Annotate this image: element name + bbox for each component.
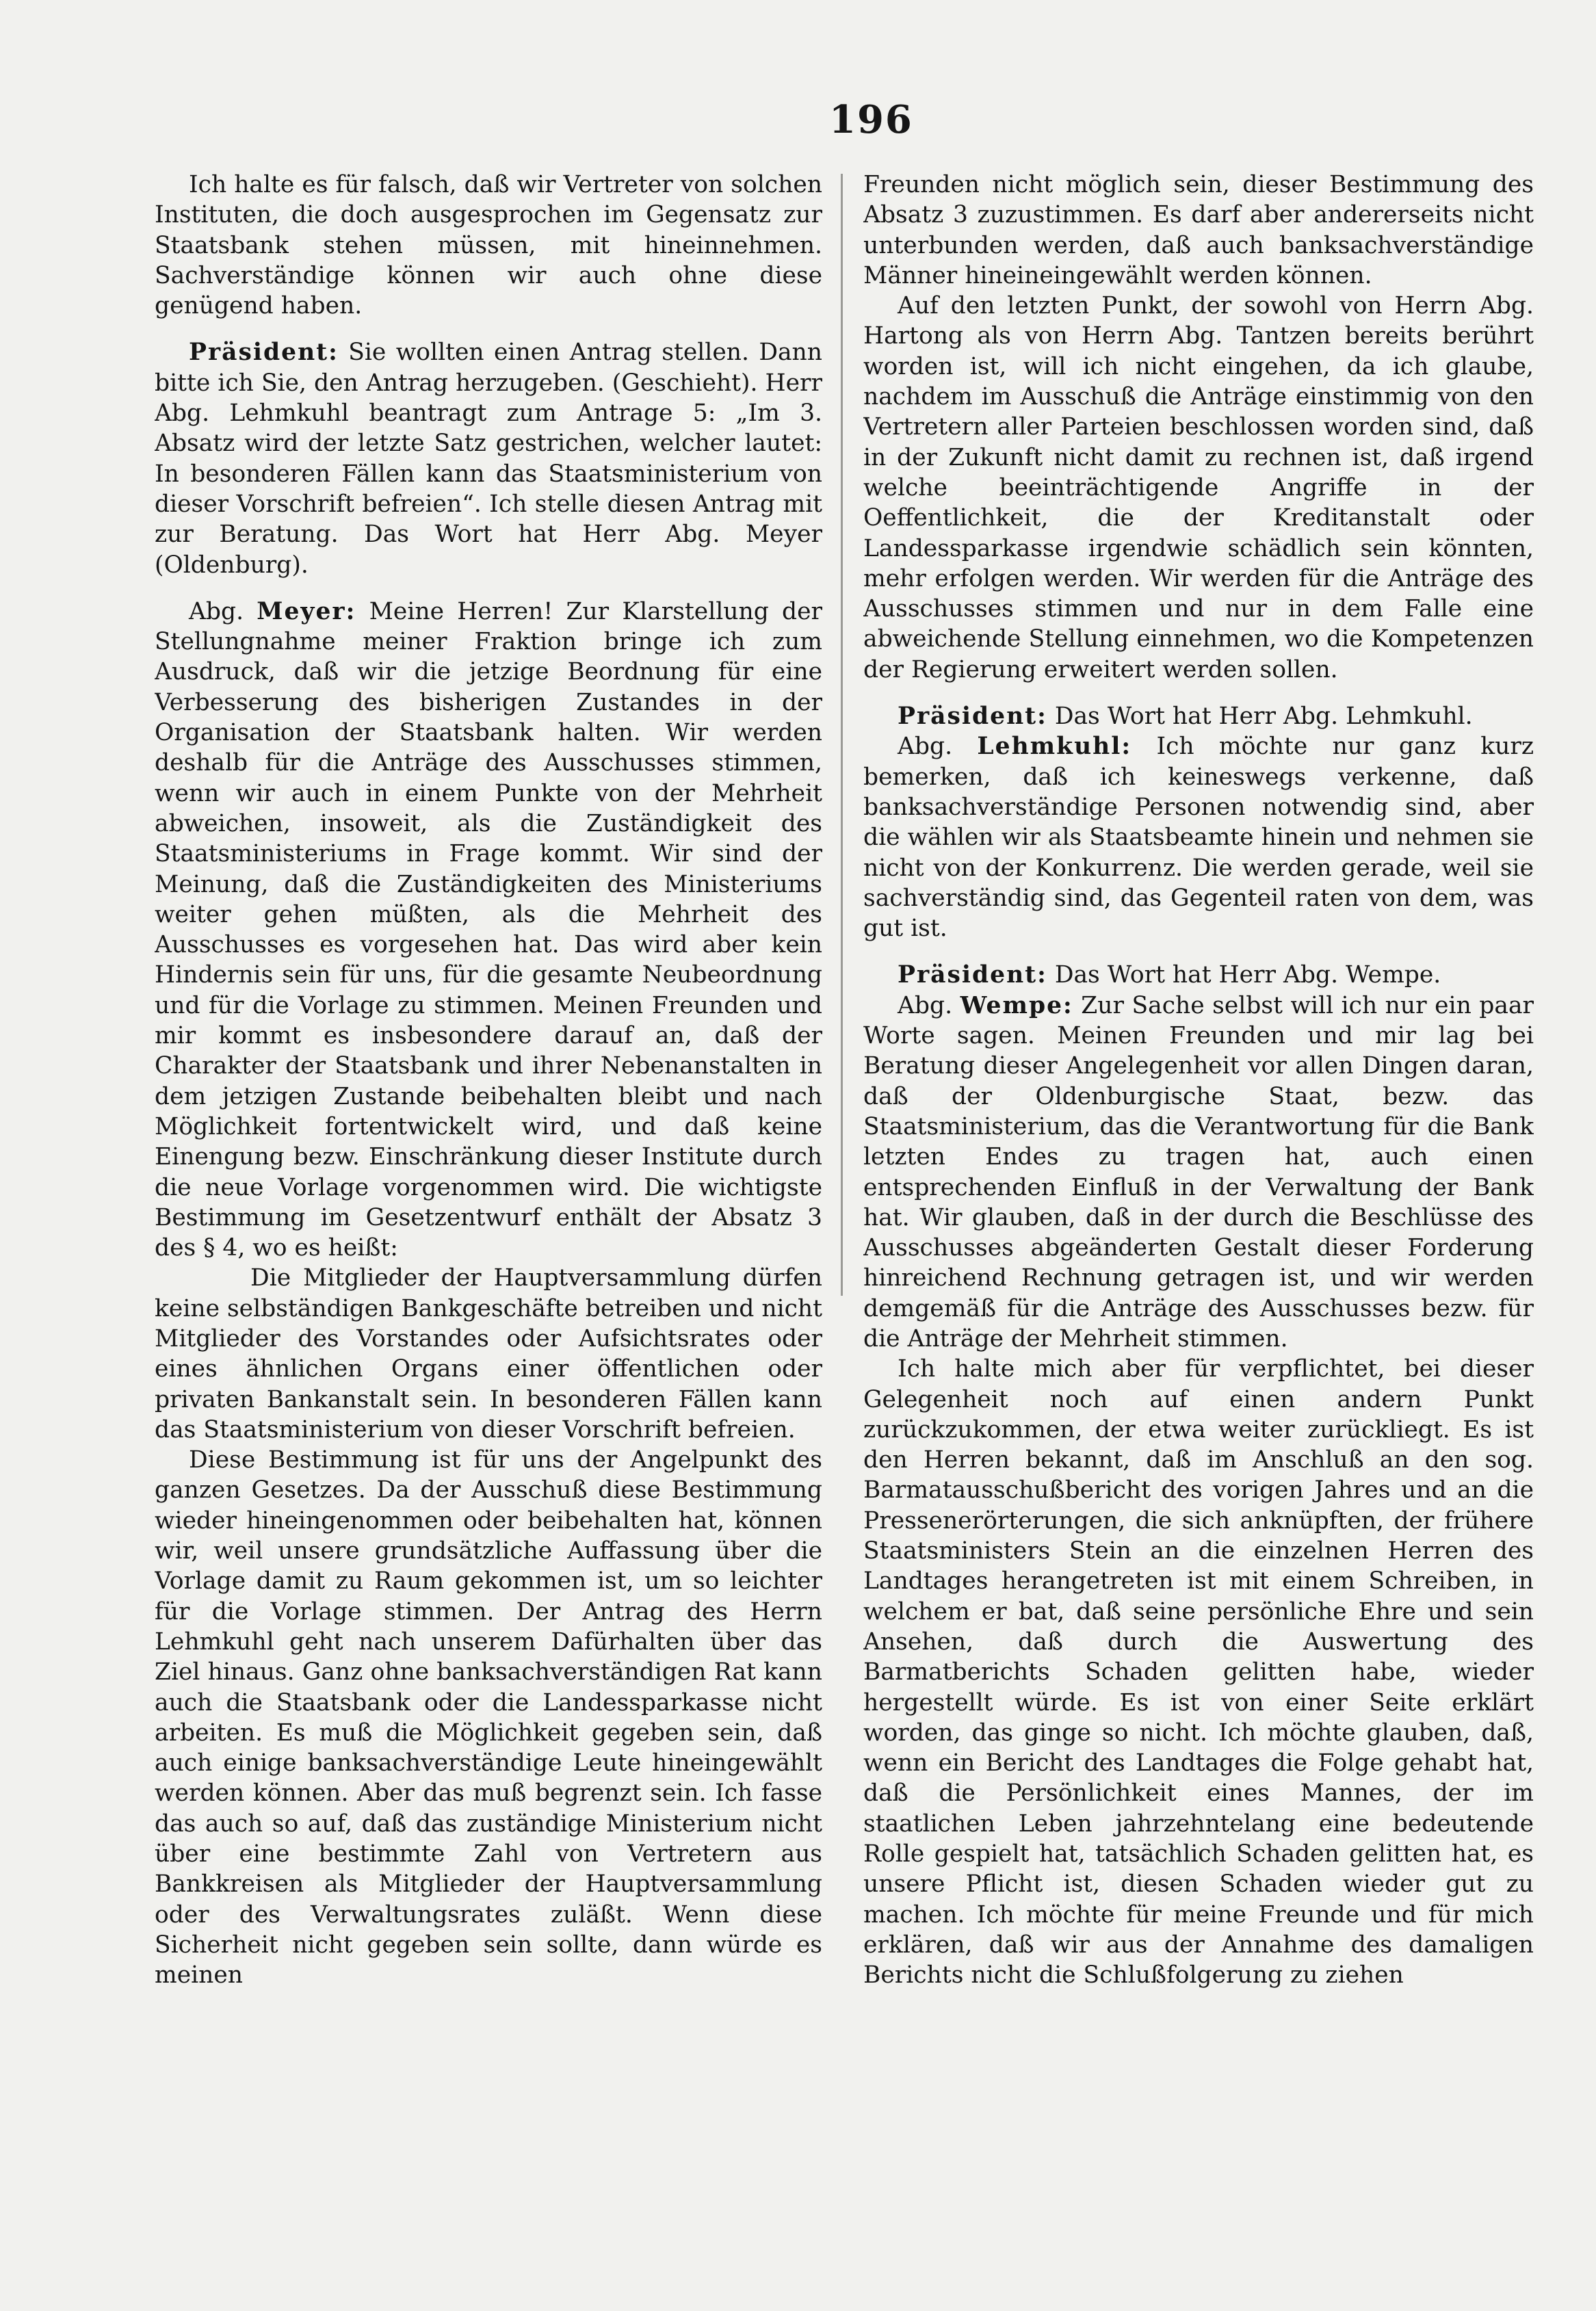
paragraph: [863, 991, 1534, 1355]
paragraph: [863, 291, 1534, 685]
speaker-name: Präsident:: [898, 703, 1047, 731]
paragraph: [155, 337, 822, 579]
speaker-prefix: Abg.: [189, 597, 244, 625]
paragraph: [863, 701, 1534, 731]
paragraph: [863, 960, 1534, 990]
paragraph-text: Diese Bestimmung ist für uns der Angelpunkt des ganzen Gesetzes. Da der Ausschuß diese Bestimmung wieder hineingenommen oder beibehalten hat, können wir, weil unsere grundsätzliche Auffassung über die Vorlage damit zu Raum gekommen ist, um so leichter für die Vorlage stimmen. Der Antrag des Herrn Lehmkuhl geht nach unserem Dafürhalten über das Ziel hinaus. Ganz ohne banksachverständigen Rat kann auch die Staatsbank oder die Landessparkasse nicht arbeiten. Es muß die Möglichkeit gegeben sein, daß auch einige banksachverständige Leute hineingewählt werden können. Aber das muß begrenzt sein. Ich fasse das auch so auf, daß das zuständige Ministerium nicht über eine bestimmte Zahl von Vertretern aus Bankkreisen als Mitglieder der Hauptversammlung oder des Verwaltungsrates zuläßt. Wenn diese Sicherheit nicht gegeben sein sollte, dann würde es meinen: [155, 1446, 822, 1989]
quoted-paragraph: [155, 1263, 822, 1445]
quote-text: Die Mitglieder der Hauptversammlung dürfen keine selbständigen Bankgeschäfte betreiben und nicht Mitglieder des Vorstandes oder Aufsichtsrates oder eines ähnlichen Organs einer öffentlichen oder privaten Bankanstalt sein. In besonderen Fällen kann das Staatsministerium von dieser Vorschrift befreien.: [155, 1264, 822, 1444]
speaker-name: Präsident:: [189, 339, 339, 367]
paragraph-text: Meine Herren! Zur Klarstellung der Stellungnahme meiner Fraktion bringe ich zum Ausdruck, daß wir die jetzige Beordnung für eine Verbesserung des bisherigen Zustandes in der Organisation der Staatsbank halten. Wir werden deshalb für die Anträge des Ausschusses stimmen, wenn wir auch in einem Punkte von der Mehrheit abweichen, insoweit, als die Zuständigkeit des Staatsministeriums in Frage kommt. Wir sind der Meinung, daß die Zuständigkeiten des Ministeriums weiter gehen müßten, als die Mehrheit des Ausschusses es vorgesehen hat. Das wird aber kein Hindernis sein für uns, für die gesamte Neubeordnung und für die Vorlage zu stimmen. Meinen Freunden und mir kommt es insbesondere darauf an, daß der Charakter der Staatsbank und ihrer Nebenanstalten in dem jetzigen Zustande beibehalten bleibt und nach Möglichkeit fortentwickelt wird, und daß keine Einengung bezw. Einschränkung dieser Institute durch die neue Vorlage vorgenommen wird. Die wichtigste Bestimmung im Gesetzentwurf enthält der Absatz 3 des § 4, wo es heißt:: [155, 597, 822, 1262]
paragraph: [863, 731, 1534, 943]
paragraph-text: Ich halte mich aber für verpflichtet, bei dieser Gelegenheit noch auf einen andern Punkt zurückzukommen, der etwa weiter zurückliegt. Es ist den Herren bekannt, daß im Anschluß an den sog. Barmatausschußbericht des vorigen Jahres und an die Pressenerörterungen, die sich anknüpften, der frühere Staatsministers Stein an die einzelnen Herren des Landtages herangetreten ist mit einem Schreiben, in welchem er bat, daß seine persönliche Ehre und sein Ansehen, daß durch die Auswertung des Barmatberichts Schaden gelitten habe, wieder hergestellt würde. Es ist von einer Seite erklärt worden, das ginge so nicht. Ich möchte glauben, daß, wenn ein Bericht des Landtages die Folge gehabt hat, daß die Persönlichkeit eines Mannes, der im staatlichen Leben jahrzehntelang eine bedeutende Rolle gespielt hat, tatsächlich Schaden gelitten hat, es unsere Pflicht ist, diesen Schaden wieder gut zu machen. Ich möchte für meine Freunde und für mich erklären, daß wir aus der Annahme des damaligen Berichts nicht die Schlußfolgerung zu ziehen: [863, 1355, 1534, 1989]
paragraph-text: Das Wort hat Herr Abg. Wempe.: [1054, 961, 1441, 989]
paragraph-text: Ich halte es für falsch, daß wir Vertreter von solchen Instituten, die doch ausgesprochen im Gegensatz zur Staatsbank stehen müssen, mit hineinnehmen. Sachverständige können wir auch ohne diese genügend haben.: [155, 171, 822, 320]
paragraph: [863, 170, 1534, 291]
left-column: [155, 170, 822, 2222]
paragraph-text: Auf den letzten Punkt, der sowohl von Herrn Abg. Hartong als von Herrn Abg. Tantzen bereits berührt worden ist, will ich nicht eingehen, da ich glaube, nachdem im Ausschuß die Anträge einstimmig von den Vertretern aller Parteien beschlossen worden sind, daß in der Zukunft nicht damit zu rechnen ist, daß irgend welche beeinträchtigende Angriffe in der Oeffentlichkeit, die der Kreditanstalt oder Landessparkasse irgendwie schädlich sein könnten, mehr erfolgen werden. Wir werden für die Anträge des Ausschusses stimmen und nur in dem Falle eine abweichende Stellung einnehmen, wo die Kompetenzen der Regierung erweitert werden sollen.: [863, 292, 1534, 683]
paragraph: [863, 1354, 1534, 1990]
right-column: [863, 170, 1534, 2222]
paragraph: [155, 170, 822, 321]
paragraph-text: Zur Sache selbst will ich nur ein paar Worte sagen. Meinen Freunden und mir lag bei Beratung dieser Angelegenheit vor allen Dingen daran, daß der Oldenburgische Staat, bezw. das Staatsministerium, das die Verantwortung für die Bank letzten Endes zu tragen hat, auch einen entsprechenden Einfluß in der Verwaltung der Bank hat. Wir glauben, daß in der durch die Beschlüsse des Ausschusses abgeänderten Gestalt dieser Forderung hinreichend Rechnung getragen ist, und wir werden demgemäß für die Anträge des Ausschusses bezw. für die Anträge der Mehrheit stimmen.: [863, 991, 1534, 1353]
paragraph-text: Sie wollten einen Antrag stellen. Dann bitte ich Sie, den Antrag herzugeben. (Geschieht). Herr Abg. Lehmkuhl beantragt zum Antrage 5: „Im 3. Absatz wird der letzte Satz gestrichen, welcher lautet: In besonderen Fällen kann das Staatsministerium von dieser Vorschrift befreien“. Ich stelle diesen Antrag mit zur Beratung. Das Wort hat Herr Abg. Meyer (Oldenburg).: [155, 339, 822, 579]
speaker-name: Meyer:: [257, 597, 356, 625]
column-divider: [841, 174, 843, 1296]
speaker-prefix: Abg.: [898, 733, 953, 761]
speaker-prefix: Abg.: [898, 991, 953, 1019]
speaker-name: Präsident:: [898, 961, 1047, 989]
paragraph: [155, 597, 822, 1264]
speaker-name: Lehmkuhl:: [977, 733, 1132, 761]
paragraph-text: Ich möchte nur ganz kurz bemerken, daß ich keineswegs verkenne, daß banksachverständige Personen notwendig sind, aber die wählen wir als Staatsbeamte hinein und nehmen sie nicht von der Konkurrenz. Die werden gerade, weil sie sachverständig sind, das Gegenteil raten von dem, was gut ist.: [863, 733, 1534, 943]
paragraph: [155, 1445, 822, 1990]
page-number: 196: [829, 97, 913, 142]
speaker-name: Wempe:: [960, 991, 1073, 1019]
paragraph-text: Das Wort hat Herr Abg. Lehmkuhl.: [1054, 703, 1473, 731]
paragraph-text: Freunden nicht möglich sein, dieser Bestimmung des Absatz 3 zuzustimmen. Es darf aber andererseits nicht unterbunden werden, daß auch banksachverständige Männer hineineingewählt werden können.: [863, 171, 1534, 289]
